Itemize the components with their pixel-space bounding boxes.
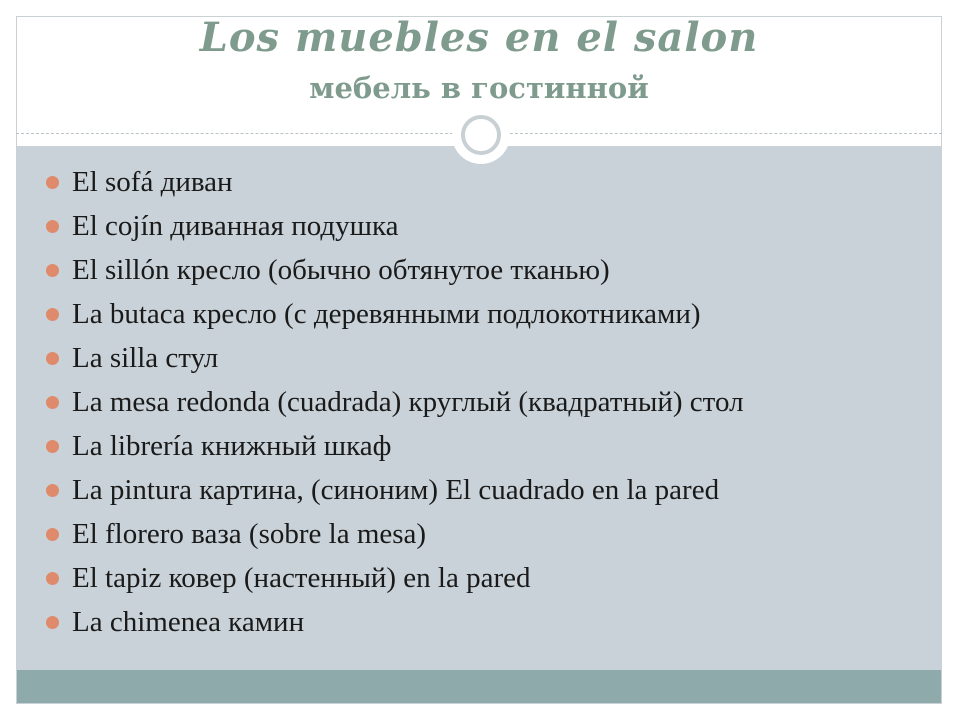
list-item-text: La mesa redonda (cuadrada) круглый (квадратный) стол — [72, 386, 744, 418]
bullet-dot-icon — [46, 396, 59, 409]
list-item-text: La librería книжный шкаф — [72, 430, 392, 462]
bullet-dot-icon — [46, 220, 59, 233]
list-item — [44, 556, 934, 600]
circle-ornament-icon — [452, 106, 510, 164]
list-item-text: La pintura картина, (синоним) El cuadrado en la pared — [72, 474, 720, 506]
list-item-text: La butaca кресло (с деревянными подлокотниками) — [72, 298, 701, 330]
bullet-dot-icon — [46, 572, 59, 585]
bullet-dot-icon — [46, 176, 59, 189]
list-item — [44, 512, 934, 556]
bullet-dot-icon — [46, 528, 59, 541]
list-item — [44, 600, 934, 644]
bullet-list — [44, 160, 934, 644]
list-item — [44, 424, 934, 468]
bullet-dot-icon — [46, 352, 59, 365]
list-item — [44, 248, 934, 292]
list-item — [44, 204, 934, 248]
footer-band — [17, 670, 941, 703]
list-item-text: El sillón кресло (обычно обтянутое тканью) — [72, 254, 610, 286]
bullet-dot-icon — [46, 484, 59, 497]
bullet-dot-icon — [46, 308, 59, 321]
list-item-text: El tapiz ковер (настенный) en la pared — [72, 562, 531, 594]
bullet-dot-icon — [46, 264, 59, 277]
list-item — [44, 160, 934, 204]
list-item — [44, 468, 934, 512]
list-item-text: El sofá диван — [72, 166, 233, 198]
slide-subtitle: мебель в гостинной — [309, 71, 649, 105]
bullet-dot-icon — [46, 616, 59, 629]
list-item-text: La chimenea камин — [72, 606, 305, 638]
bullet-dot-icon — [46, 440, 59, 453]
list-item — [44, 336, 934, 380]
slide-title: Los muebles en el salon — [199, 14, 759, 61]
list-item-text: El florero ваза (sobre la mesa) — [72, 518, 427, 550]
list-item — [44, 380, 934, 424]
circle-ring-icon — [461, 115, 501, 155]
list-item-text: El cojín диванная подушка — [72, 210, 399, 242]
list-item-text: La silla стул — [72, 342, 219, 374]
list-item — [44, 292, 934, 336]
